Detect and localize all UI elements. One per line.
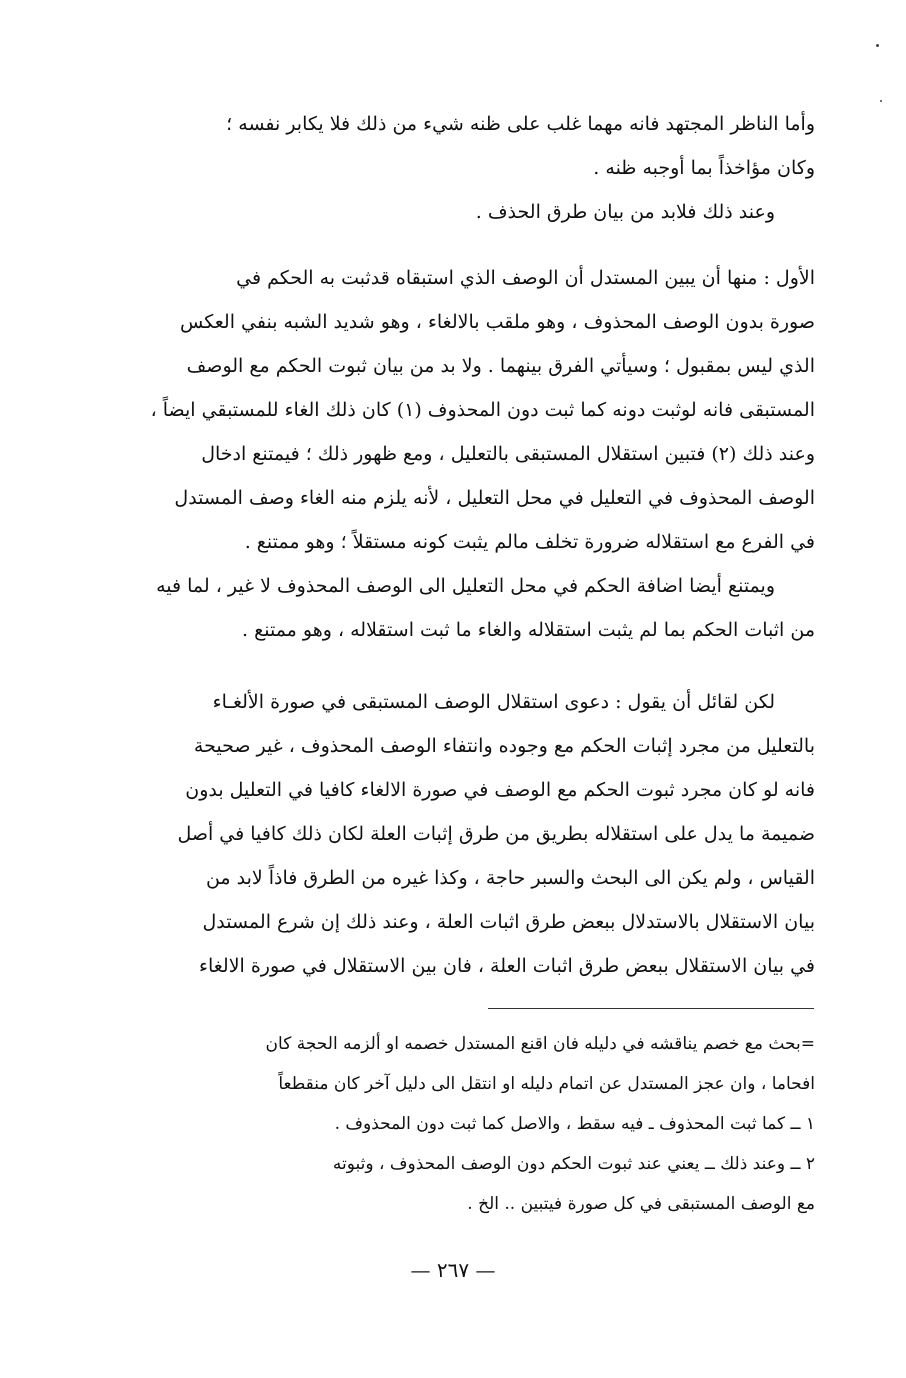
footnote-line: افحاما ، وان عجز المستدل عن اتمام دليله او انتقل الى دليل آخر كان منقطعاً (278, 1074, 815, 1094)
body-line: ضميمة ما يدل على استقلاله بطريق من طرق إثبات العلة لكان ذلك كافيا في أصل (177, 823, 815, 845)
scan-speck (880, 100, 882, 102)
body-line: الوصف المحذوف في التعليل في محل التعليل ، لأنه يلزم منه الغاء وصف المستدل (174, 487, 815, 509)
main-text-part-3 (80, 680, 815, 988)
footnote-line: مع الوصف المستبقى في كل صورة فيتبين .. الخ . (467, 1194, 815, 1214)
body-line: لكن لقائل أن يقول : دعوى استقلال الوصف المستبقى في صورة الألغـاء (212, 691, 775, 713)
body-line: بالتعليل من مجرد إثبات الحكم مع وجوده وانتفاء الوصف المحذوف ، غير صحيحة (193, 735, 815, 757)
body-line: بيان الاستقلال بالاستدلال ببعض طرق اثبات العلة ، وعند ذلك إن شرع المستدل (202, 911, 815, 933)
body-line: وعند ذلك فلابد من بيان طرق الحذف . (475, 201, 775, 223)
body-line: في الفرع مع استقلاله ضرورة تخلف مالم يثبت كونه مستقلاً ؛ وهو ممتنع . (244, 531, 815, 553)
footnotes (80, 1024, 815, 1224)
body-line: وأما الناظر المجتهد فانه مهما غلب على ظنه شيء من ذلك فلا يكابر نفسه ؛ (226, 113, 815, 135)
footnote-separator (488, 1008, 814, 1009)
footnote-line: ٢ ــ وعند ذلك ــ يعني عند ثبوت الحكم دون الوصف المحذوف ، وثبوته (332, 1154, 815, 1174)
body-line: فانه لو كان مجرد ثبوت الحكم مع الوصف في صورة الالغاء كافيا في التعليل بدون (185, 779, 815, 801)
main-text-part-1 (80, 102, 815, 234)
body-line: الذي ليس بمقبول ؛ وسيأتي الفرق بينهما . ولا بد من بيان ثبوت الحكم مع الوصف (186, 355, 815, 377)
page-number: — ٢٦٧ — (410, 1258, 496, 1282)
body-line: ويمتنع أيضا اضافة الحكم في محل التعليل الى الوصف المحذوف لا غير ، لما فيه (156, 575, 775, 597)
body-line: من اثبات الحكم بما لم يثبت استقلاله والغاء ما ثبت استقلاله ، وهو ممتنع . (242, 619, 815, 641)
body-line: وعند ذلك (٢) فتبين استقلال المستبقى بالتعليل ، ومع ظهور ذلك ؛ فيمتنع ادخال (201, 443, 815, 465)
body-line: في بيان الاستقلال ببعض طرق اثبات العلة ، فان بين الاستقلال في صورة الالغاء (199, 955, 815, 977)
scan-speck (876, 44, 879, 47)
main-text-part-2 (80, 256, 815, 652)
body-line: القياس ، ولم يكن الى البحث والسبر حاجة ، وكذا غيره من الطرق فاذاً لابد من (205, 867, 815, 889)
body-line: الأول : منها أن يبين المستدل أن الوصف الذي استبقاه قدثبت به الحكم في (236, 267, 815, 289)
footnote-line: =بحث مع خصم يناقشه في دليله فان اقنع المستدل خصمه او ألزمه الحجة كان (265, 1034, 815, 1054)
footnote-line: ١ ــ كما ثبت المحذوف ـ فيه سقط ، والاصل كما ثبت دون المحذوف . (334, 1114, 815, 1134)
body-line: المستبقى فانه لوثبت دونه كما ثبت دون المحذوف (١) كان ذلك الغاء للمستبقي ايضاً ، (150, 399, 815, 421)
body-line: وكان مؤاخذاً بما أوجبه ظنه . (593, 157, 815, 179)
body-line: صورة بدون الوصف المحذوف ، وهو ملقب بالالغاء ، وهو شديد الشبه بنفي العكس (180, 311, 815, 333)
